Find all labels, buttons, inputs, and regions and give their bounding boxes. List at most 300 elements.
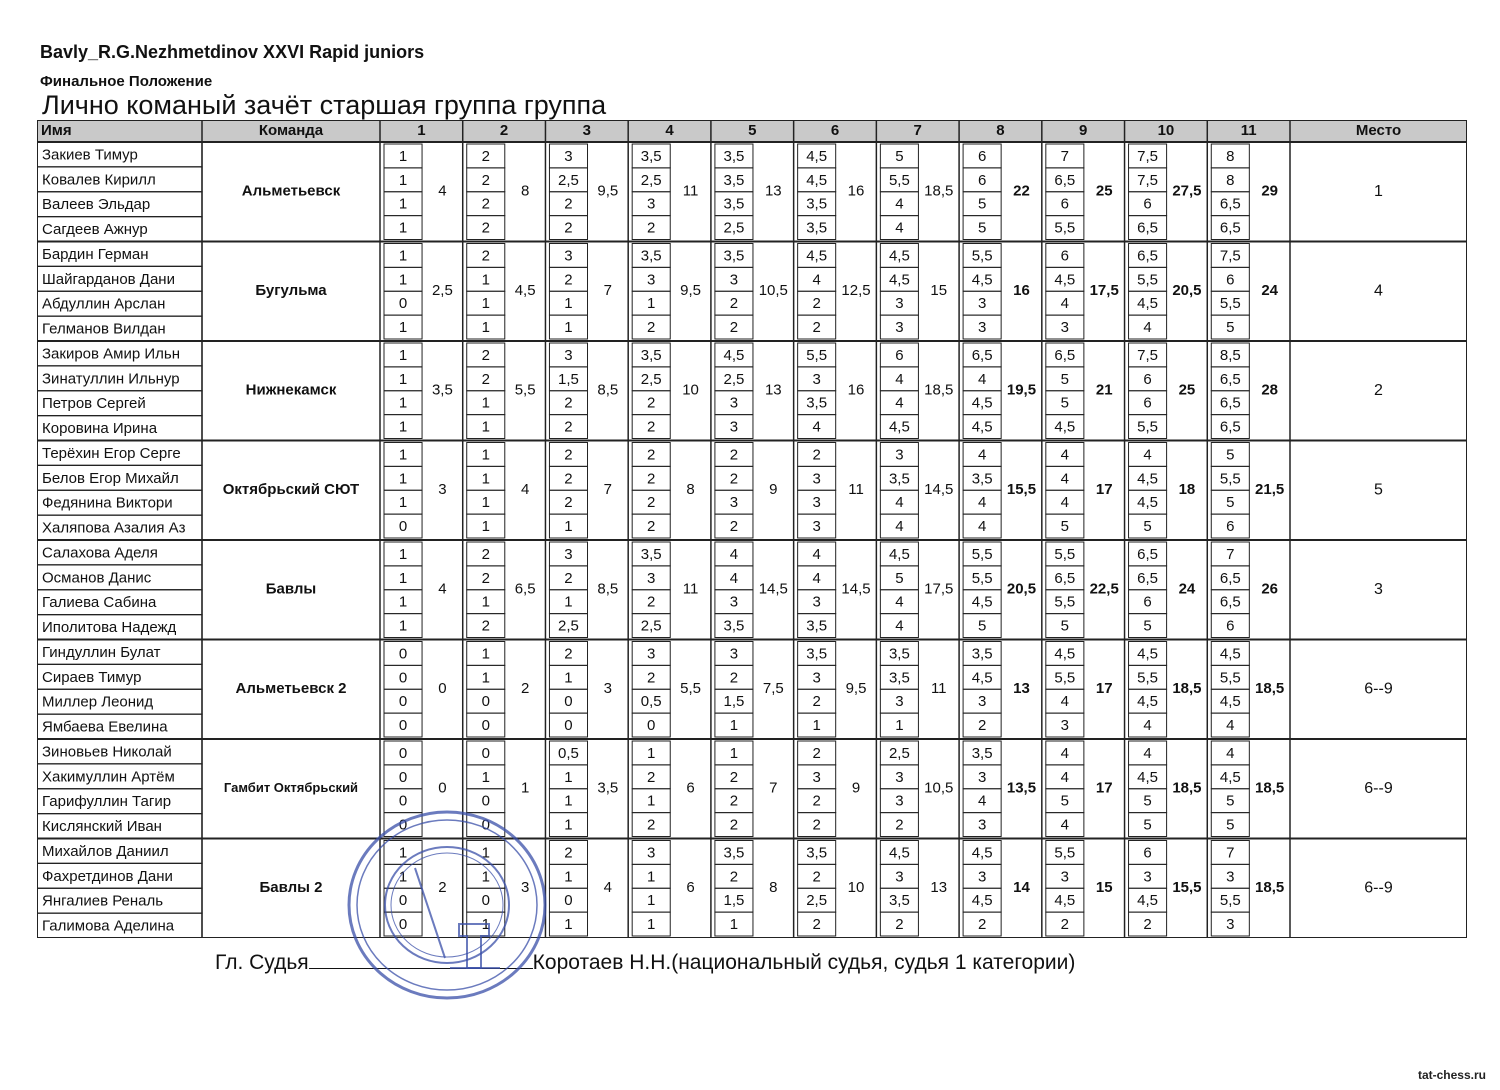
header-round-7: 7 <box>913 121 922 139</box>
player-score: 3,5 <box>723 195 745 213</box>
player-score: 0 <box>398 717 408 735</box>
team-total: 11 <box>682 580 699 598</box>
player-score: 4 <box>895 219 904 237</box>
player-score: 2 <box>812 816 821 834</box>
player-score: 5,5 <box>1219 295 1241 313</box>
team-total: 17 <box>1095 680 1113 698</box>
player-score: 6,5 <box>1054 569 1076 587</box>
team-total: 3,5 <box>597 779 619 797</box>
player-score: 1 <box>398 346 408 364</box>
player-score: 4,5 <box>888 271 910 289</box>
team-place: 6--9 <box>1364 879 1393 897</box>
player-score: 3 <box>977 816 987 834</box>
player-score: 4 <box>1060 768 1070 786</box>
player-name: Галиева Сабина <box>42 594 157 612</box>
team-total: 9 <box>851 779 861 797</box>
player-score: 6 <box>977 171 987 189</box>
player-score: 5,5 <box>1054 219 1076 237</box>
team-place: 1 <box>1374 182 1383 200</box>
player-score: 5,5 <box>1137 418 1159 436</box>
player-score: 2,5 <box>558 171 579 189</box>
team-total: 15 <box>1095 879 1113 897</box>
player-score: 0 <box>481 816 490 834</box>
player-score: 2 <box>812 744 821 762</box>
player-score: 2 <box>1143 916 1152 934</box>
player-score: 5 <box>1226 494 1235 512</box>
team-total: 12,5 <box>841 282 871 300</box>
player-score: 6,5 <box>1219 569 1241 587</box>
player-score: 8 <box>1226 171 1235 189</box>
player-name: Гелманов Вилдан <box>42 320 166 338</box>
team-total: 27,5 <box>1172 182 1202 200</box>
player-score: 3 <box>895 319 904 337</box>
player-score: 5 <box>1226 446 1235 464</box>
player-score: 2 <box>647 518 656 536</box>
player-score: 2 <box>647 593 656 611</box>
player-score: 4,5 <box>971 271 993 289</box>
player-score: 1 <box>564 295 573 313</box>
player-score: 4 <box>1143 446 1152 464</box>
player-score: 3 <box>647 844 656 862</box>
player-score: 4 <box>1143 717 1152 735</box>
player-score: 2 <box>647 219 656 237</box>
player-score: 2 <box>647 394 656 412</box>
player-score: 3 <box>1226 868 1235 886</box>
player-score: 5,5 <box>971 545 993 563</box>
player-score: 0 <box>398 792 408 810</box>
player-score: 1 <box>564 593 573 611</box>
player-score: 2 <box>481 545 490 563</box>
player-score: 2 <box>481 346 490 364</box>
team-total: 18,5 <box>1255 779 1285 797</box>
team-total: 4 <box>438 580 447 598</box>
player-score: 0,5 <box>640 693 662 711</box>
player-score: 3 <box>895 768 904 786</box>
team-total: 26 <box>1261 580 1279 598</box>
player-score: 4,5 <box>971 892 993 910</box>
player-score: 6,5 <box>1219 593 1241 611</box>
team-total: 10,5 <box>924 779 954 797</box>
player-name: Сираев Тимур <box>42 668 142 686</box>
player-score: 2 <box>812 868 821 886</box>
player-score: 2 <box>729 518 739 536</box>
player-name: Салахова Аделя <box>42 544 158 562</box>
team-place: 2 <box>1374 381 1383 399</box>
player-score: 1 <box>398 418 408 436</box>
player-score: 2,5 <box>723 219 745 237</box>
player-score: 2,5 <box>558 617 579 635</box>
player-score: 1 <box>398 147 408 165</box>
player-score: 4,5 <box>1219 645 1241 663</box>
player-score: 5,5 <box>806 346 828 364</box>
player-score: 4 <box>729 545 739 563</box>
player-score: 3,5 <box>640 346 662 364</box>
player-score: 4 <box>729 569 739 587</box>
player-score: 4 <box>1143 319 1152 337</box>
player-score: 5 <box>977 617 987 635</box>
player-score: 4 <box>1060 494 1070 512</box>
player-score: 1,5 <box>723 892 745 910</box>
player-name: Зиновьев Николай <box>42 743 172 761</box>
player-score: 4,5 <box>1137 295 1159 313</box>
player-score: 3,5 <box>640 545 662 563</box>
player-score: 2 <box>1060 916 1070 934</box>
team-total: 7 <box>603 481 613 499</box>
header-round-3: 3 <box>582 121 591 139</box>
player-score: 0 <box>398 295 408 313</box>
player-score: 2 <box>647 816 656 834</box>
player-score: 4,5 <box>1137 470 1159 488</box>
player-score: 4 <box>1060 693 1070 711</box>
player-score: 3 <box>812 768 821 786</box>
player-score: 2 <box>729 319 739 337</box>
player-score: 0 <box>481 744 490 762</box>
player-score: 1 <box>481 394 490 412</box>
team-place: 3 <box>1374 580 1383 598</box>
player-score: 6,5 <box>1054 346 1076 364</box>
header-team: Команда <box>258 121 324 139</box>
team-total: 18,5 <box>1255 680 1285 698</box>
player-score: 1 <box>812 717 821 735</box>
player-score: 2 <box>812 319 821 337</box>
player-score: 6 <box>1143 394 1152 412</box>
player-score: 7,5 <box>1137 346 1159 364</box>
player-score: 3 <box>1226 916 1235 934</box>
player-score: 3,5 <box>971 470 993 488</box>
player-score: 2 <box>729 792 739 810</box>
team-name: Нижнекамск <box>245 381 337 399</box>
player-score: 3,5 <box>723 844 745 862</box>
player-score: 3 <box>729 494 739 512</box>
player-score: 2 <box>895 816 904 834</box>
player-score: 1 <box>647 295 656 313</box>
player-score: 4 <box>812 569 821 587</box>
player-score: 2 <box>564 271 573 289</box>
header-round-9: 9 <box>1079 121 1088 139</box>
player-score: 4,5 <box>971 394 993 412</box>
team-total: 16 <box>847 182 865 200</box>
team-total: 17 <box>1095 779 1113 797</box>
team-total: 22,5 <box>1089 580 1119 598</box>
team-place: 4 <box>1374 282 1383 300</box>
player-score: 5,5 <box>1219 669 1241 687</box>
player-name: Петров Сергей <box>42 395 146 413</box>
team-name: Альметьевск <box>241 182 341 200</box>
player-score: 5 <box>1226 792 1235 810</box>
player-score: 4 <box>977 518 987 536</box>
watermark: tat-chess.ru <box>1417 1068 1486 1082</box>
team-total: 18,5 <box>924 182 954 200</box>
player-score: 6 <box>1143 844 1152 862</box>
player-score: 3 <box>977 693 987 711</box>
team-total: 17,5 <box>1089 282 1119 300</box>
team-name: Альметьевск 2 <box>235 680 347 698</box>
team-total: 17 <box>1095 481 1113 499</box>
player-score: 2 <box>564 446 573 464</box>
player-score: 4,5 <box>806 247 828 265</box>
player-score: 3 <box>977 319 987 337</box>
team-total: 8,5 <box>597 381 619 399</box>
player-name: Шайгарданов Дани <box>42 270 175 288</box>
team-total: 14,5 <box>924 481 954 499</box>
player-score: 1 <box>481 645 490 663</box>
player-score: 5 <box>1060 370 1070 388</box>
table-border <box>37 120 1467 938</box>
player-score: 2,5 <box>640 617 662 635</box>
player-score: 1 <box>398 370 408 388</box>
team-total: 4 <box>603 879 613 897</box>
player-score: 4 <box>1060 295 1070 313</box>
player-score: 1 <box>564 518 573 536</box>
player-score: 4 <box>1226 717 1235 735</box>
team-total: 9 <box>769 481 778 499</box>
player-score: 3,5 <box>806 617 828 635</box>
player-name: Сагдеев Ажнур <box>42 221 148 239</box>
player-score: 6 <box>1143 195 1152 213</box>
team-total: 24 <box>1178 580 1196 598</box>
player-score: 4 <box>812 545 821 563</box>
player-score: 0 <box>398 518 408 536</box>
player-score: 2 <box>481 370 490 388</box>
judge-label: Гл. Судья <box>215 951 309 974</box>
player-score: 6,5 <box>1137 545 1159 563</box>
team-total: 18,5 <box>924 381 954 399</box>
team-total: 13 <box>930 879 948 897</box>
player-score: 0 <box>398 669 408 687</box>
player-score: 6,5 <box>1219 370 1241 388</box>
player-score: 4 <box>977 370 987 388</box>
player-score: 5 <box>1226 319 1235 337</box>
player-score: 0 <box>564 693 573 711</box>
player-score: 1 <box>398 394 408 412</box>
team-total: 10 <box>682 381 699 399</box>
player-score: 4,5 <box>971 844 993 862</box>
player-score: 1 <box>481 768 490 786</box>
player-score: 2 <box>895 916 904 934</box>
player-score: 3 <box>729 271 739 289</box>
player-score: 1 <box>481 418 490 436</box>
player-score: 3 <box>647 271 656 289</box>
player-name: Миллер Леонид <box>42 693 154 711</box>
player-name: Гарифуллин Тагир <box>42 793 172 811</box>
player-score: 2 <box>729 669 739 687</box>
player-score: 3 <box>729 645 739 663</box>
player-score: 2 <box>729 446 739 464</box>
team-total: 25 <box>1095 182 1113 200</box>
player-score: 2 <box>564 394 573 412</box>
player-score: 1 <box>398 446 408 464</box>
header-name: Имя <box>41 121 72 139</box>
player-score: 3 <box>812 370 821 388</box>
team-total: 4 <box>520 481 530 499</box>
player-score: 0 <box>398 693 408 711</box>
player-score: 1 <box>481 295 490 313</box>
header-round-4: 4 <box>665 121 674 139</box>
player-score: 4,5 <box>1054 418 1076 436</box>
player-score: 4,5 <box>888 545 910 563</box>
player-score: 6,5 <box>1219 195 1241 213</box>
player-score: 2 <box>647 768 656 786</box>
player-score: 1 <box>481 319 490 337</box>
player-score: 6 <box>1143 370 1152 388</box>
standings-table <box>37 120 1467 938</box>
team-total: 17,5 <box>924 580 954 598</box>
player-score: 2 <box>564 470 573 488</box>
player-score: 2 <box>812 792 821 810</box>
team-name: Гамбит Октябрьский <box>223 780 359 796</box>
federation-stamp-icon <box>345 808 550 1003</box>
player-score: 4 <box>895 617 904 635</box>
player-score: 3 <box>647 569 656 587</box>
player-score: 1 <box>398 545 408 563</box>
team-total: 9,5 <box>845 680 867 698</box>
player-score: 1 <box>647 792 656 810</box>
team-total: 8 <box>769 879 778 897</box>
header-round-6: 6 <box>830 121 840 139</box>
team-place: 6--9 <box>1364 779 1393 797</box>
player-score: 4,5 <box>1054 271 1076 289</box>
player-score: 0,5 <box>558 744 579 762</box>
player-score: 6 <box>977 147 987 165</box>
team-name: Октябрьский СЮТ <box>222 481 360 499</box>
player-name: Абдуллин Арслан <box>42 295 166 313</box>
player-score: 2 <box>812 446 821 464</box>
team-total: 14,5 <box>758 580 788 598</box>
player-name: Кислянский Иван <box>42 818 162 836</box>
player-name: Закиров Амир Ильн <box>42 345 181 363</box>
header-round-8: 8 <box>996 121 1005 139</box>
player-score: 1 <box>398 470 408 488</box>
player-score: 5 <box>1143 792 1152 810</box>
player-score: 5,5 <box>888 171 910 189</box>
player-score: 6 <box>1226 617 1235 635</box>
player-score: 1 <box>481 470 490 488</box>
player-score: 2 <box>977 916 987 934</box>
player-score: 0 <box>398 768 408 786</box>
player-score: 5 <box>1143 617 1152 635</box>
team-name: Бавлы <box>265 580 317 598</box>
player-score: 3,5 <box>640 147 662 165</box>
player-score: 1 <box>398 195 408 213</box>
team-total: 5,5 <box>514 381 536 399</box>
player-score: 3,5 <box>806 394 828 412</box>
team-total: 3 <box>520 879 530 897</box>
team-total: 29 <box>1261 182 1279 200</box>
player-score: 3 <box>1060 319 1070 337</box>
player-score: 1 <box>481 844 490 862</box>
team-total: 21,5 <box>1255 481 1285 499</box>
team-total: 28 <box>1261 381 1279 399</box>
player-score: 1 <box>398 494 408 512</box>
player-score: 5,5 <box>971 569 993 587</box>
player-score: 1 <box>481 916 490 934</box>
player-score: 4,5 <box>888 247 910 265</box>
player-name: Коровина Ирина <box>42 420 158 438</box>
player-score: 3 <box>812 470 821 488</box>
player-score: 6,5 <box>1137 247 1159 265</box>
player-score: 4 <box>895 518 904 536</box>
team-total: 15,5 <box>1172 879 1202 897</box>
player-score: 5,5 <box>1219 892 1241 910</box>
team-total: 18,5 <box>1172 779 1202 797</box>
player-score: 3,5 <box>806 844 828 862</box>
player-score: 4,5 <box>971 418 993 436</box>
player-score: 2,5 <box>723 370 745 388</box>
team-total: 1 <box>520 779 530 797</box>
player-name: Федянина Виктори <box>42 494 173 512</box>
player-score: 3 <box>647 195 656 213</box>
team-total: 6,5 <box>514 580 536 598</box>
player-name: Хакимуллин Артём <box>42 768 175 786</box>
player-score: 6 <box>1143 593 1152 611</box>
player-name: Терёхин Егор Серге <box>42 444 181 462</box>
team-total: 13,5 <box>1006 779 1037 797</box>
player-score: 6,5 <box>1219 418 1241 436</box>
player-score: 5 <box>1060 617 1070 635</box>
team-total: 13 <box>764 182 782 200</box>
team-total: 7,5 <box>762 680 784 698</box>
player-score: 1 <box>564 669 573 687</box>
player-score: 1 <box>564 816 573 834</box>
player-score: 1 <box>729 916 739 934</box>
player-score: 0 <box>398 645 408 663</box>
team-place: 5 <box>1374 481 1383 499</box>
team-total: 24 <box>1261 282 1279 300</box>
player-score: 2 <box>729 868 739 886</box>
player-score: 3 <box>1143 868 1152 886</box>
player-score: 1 <box>564 792 573 810</box>
player-score: 3 <box>812 593 821 611</box>
player-score: 5 <box>1060 518 1070 536</box>
player-score: 4,5 <box>1054 892 1076 910</box>
player-name: Халяпова Азалия Аз <box>42 519 186 537</box>
team-total: 10 <box>847 879 865 897</box>
player-score: 3,5 <box>888 470 910 488</box>
team-total: 18,5 <box>1255 879 1285 897</box>
player-score: 6,5 <box>1219 394 1241 412</box>
team-total: 2,5 <box>431 282 453 300</box>
standing-subtitle: Финальное Положение <box>40 73 213 90</box>
team-total: 2 <box>438 879 447 897</box>
team-total: 9,5 <box>680 282 702 300</box>
player-score: 3 <box>895 868 904 886</box>
player-score: 5 <box>895 147 904 165</box>
player-score: 1 <box>398 171 408 189</box>
player-score: 2 <box>647 669 656 687</box>
player-score: 4 <box>812 271 821 289</box>
player-score: 1 <box>398 271 408 289</box>
player-name: Иполитова Надежд <box>42 619 177 637</box>
player-name: Зинатуллин Ильнур <box>42 370 180 388</box>
player-score: 1 <box>895 717 904 735</box>
player-score: 2 <box>481 617 490 635</box>
player-score: 4,5 <box>806 147 828 165</box>
player-score: 4 <box>895 394 904 412</box>
team-total: 19,5 <box>1006 381 1037 399</box>
player-score: 4 <box>1060 446 1070 464</box>
player-score: 4 <box>895 195 904 213</box>
player-name: Ковалев Кирилл <box>42 171 156 189</box>
player-score: 1,5 <box>558 370 579 388</box>
player-score: 3 <box>812 494 821 512</box>
player-score: 6 <box>895 346 904 364</box>
player-score: 1 <box>481 518 490 536</box>
player-score: 4 <box>895 494 904 512</box>
player-score: 2,5 <box>806 892 828 910</box>
team-total: 0 <box>438 779 447 797</box>
team-total: 8 <box>686 481 695 499</box>
player-score: 6,5 <box>971 346 993 364</box>
